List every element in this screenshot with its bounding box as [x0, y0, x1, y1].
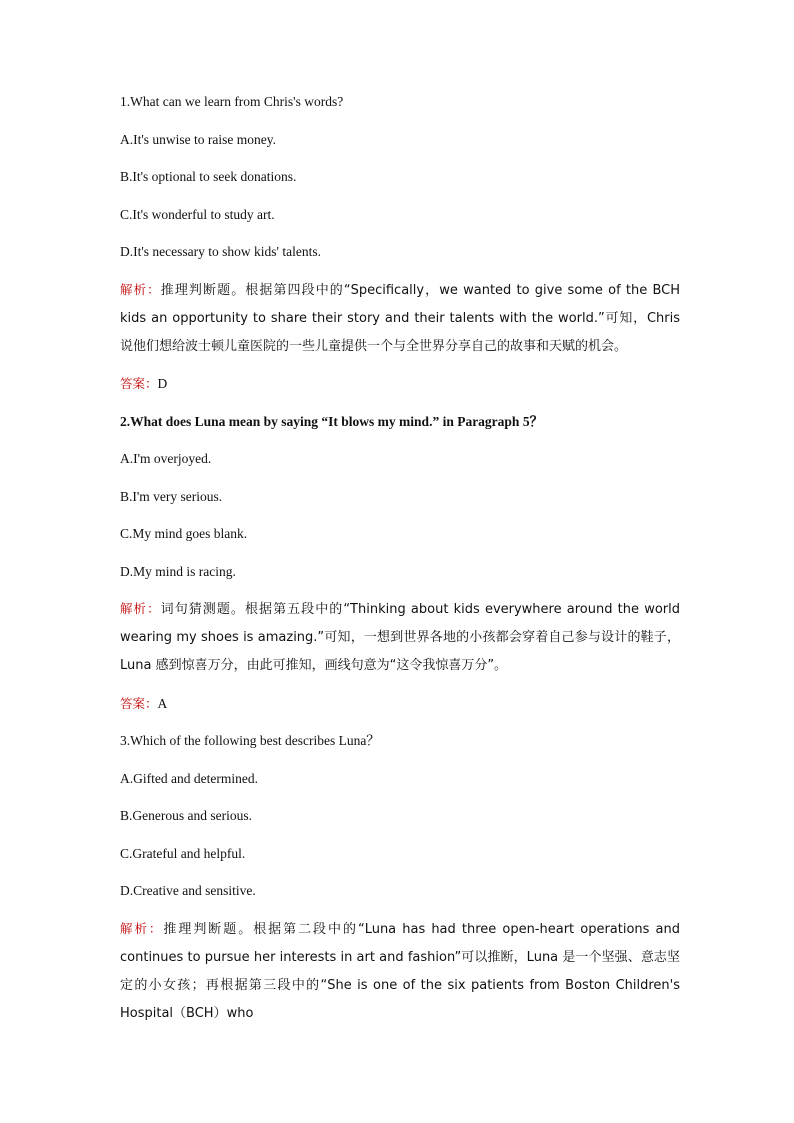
analysis-text: 推理判断题。根据第四段中的“Specifically，we wanted to give some of the BCH kids an opportunity to share their story and their talents with the world.”可知，Chris 说他们想给波士顿儿童医院的一些儿童提供一个与全世界分享自己的故事和天赋的机会。: [120, 282, 680, 354]
question-2-text: 2.What does Luna mean by saying “It blows my mind.” in Paragraph 5？: [120, 413, 544, 429]
question-1-text: 1.What can we learn from Chris's words?: [120, 94, 344, 109]
question-2-analysis: [120, 595, 680, 679]
question-1-analysis: [120, 276, 680, 360]
question-1-option-a: A.It's unwise to raise money.: [120, 131, 277, 147]
question-3-option-c: C.Grateful and helpful.: [120, 845, 246, 861]
analysis-label: 解析：: [120, 601, 161, 616]
answer-label: 答案：: [120, 695, 158, 711]
analysis-label: 解析：: [120, 920, 164, 936]
question-2-option-b: B.I'm very serious.: [120, 488, 223, 504]
question-3-text: 3.Which of the following best describes Luna？: [120, 733, 380, 748]
question-3-analysis: [120, 915, 680, 1027]
analysis-text: 推理判断题。根据第二段中的“Luna has had three open-heart operations and continues to pursue her interests in art and fashion”可以推断，Luna 是一个坚强、意志坚定的小女孩；再根据第三段中的“She is one of the six patients from Boston Children's Hospital（BCH）who: [120, 921, 680, 1021]
question-1-answer: [120, 370, 680, 397]
question-3-option-b: B.Generous and serious.: [120, 808, 252, 823]
answer-value: A: [157, 695, 168, 711]
question-3-option-d: D.Creative and sensitive.: [120, 883, 256, 898]
page-content: [120, 88, 680, 1037]
analysis-text: 词句猜测题。根据第五段中的“Thinking about kids everywhere around the world wearing my shoes is amazing.”可知，一想到世界各地的小孩都会穿着自己参与设计的鞋子，Luna 感到惊喜万分，由此可推知，画线句意为“这令我惊喜万分”。: [120, 602, 680, 673]
question-1-option-d: D.It's necessary to show kids' talents.: [120, 244, 321, 259]
answer-value: D: [157, 376, 168, 391]
question-2-answer: [120, 690, 680, 717]
question-1-option-c: C.It's wonderful to study art.: [120, 206, 275, 222]
answer-label: 答案：: [120, 376, 158, 391]
question-2-option-c: C.My mind goes blank.: [120, 526, 248, 541]
question-1-option-b: B.It's optional to seek donations.: [120, 169, 297, 184]
question-2-option-a: A.I'm overjoyed.: [120, 451, 212, 466]
analysis-label: 解析：: [120, 281, 161, 297]
question-2-option-d: D.My mind is racing.: [120, 563, 236, 579]
question-3-option-a: A.Gifted and determined.: [120, 770, 258, 786]
